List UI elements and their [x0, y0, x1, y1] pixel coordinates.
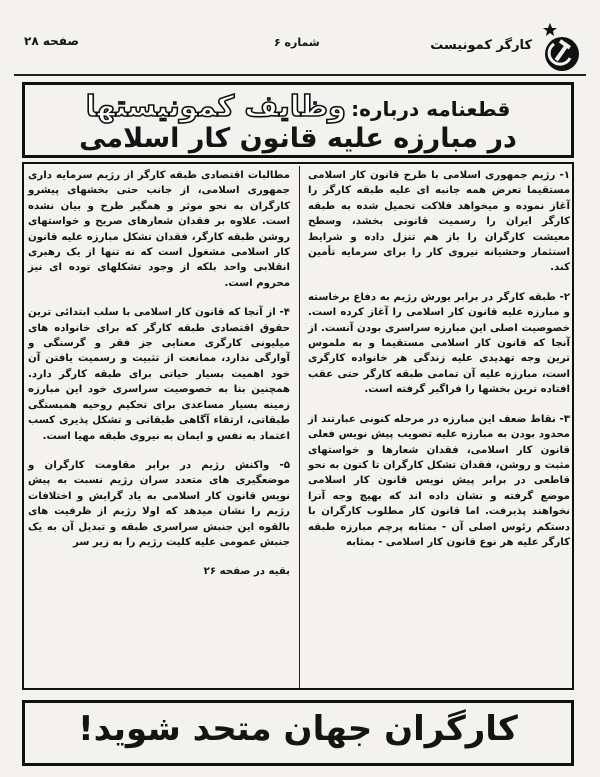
paragraph-2: ۲- طبقه کارگر در برابر یورش رژیم به دفاع برخاسته و مبارزه علیه قانون کار اسلامی را آغاز کرده است. خصوصیت اصلی این مبارزه سراسری بودن آنست. از آنجا که قانون کار اسلامی مستقیما و به ملموس ترین وجه تهدیدی علیه زندگی هر خانواده کارگری است، مبارزه علیه آن تمامی طبقه کارگر حتی عقب افتاده ترین بخشها را فراگیر گرفته است. [308, 291, 570, 396]
continued-note: بقیه در صفحه ۲۶ [203, 566, 290, 578]
paragraph-4: ۴- از آنجا که قانون کار اسلامی با سلب ابتدائی ترین حقوق اقتصادی طبقه کارگر که برای خانواده های میلیونی کارگری معنایی جز فقر و گرسنگی و آوارگی ندارد، ممانعت از تثبیت و رسمیت یافتن آن خود اهمیت بسیار حیاتی برای طبقه کارگر دارد. همچنین بنا به خصوصیت سراسری خود این مبارزه زمینه بسیار مساعدی برای تحکیم روحیه همبستگی طبقاتی، ارتقاء آگاهی طبقاتی و تشکل پذیری کسب اعتماد به نفس و ایمان به نیروی طبقه مهیا است. [28, 307, 290, 442]
title-main: وظایف کمونیستها [85, 89, 347, 123]
paragraph-5: ۵- واکنش رژیم در برابر مقاومت کارگران و موضعگیری های متعدد سران رژیم نسبت به پیش نویس قانون کار اسلامی به یاد گرایش و اختلافات رژیم را نشان میدهد که اولا رژیم از ظرفیت های بالقوه این جنبش سراسری طبقه و تبدیل آن به یک جنبش عمومی علیه کلیت رژیم را به زیر سر [28, 459, 290, 548]
paragraph-3: ۳- نقاط ضعف این مبارزه در مرحله کنونی عبارتند از محدود بودن به مبارزه علیه تصویب پیش نویس فعلی قانون کار اسلامی، فقدان شعارها و خواستهای مثبت و روشن، فقدان تشکل کارگران تا کنون به نحو قاطعی در برابر پیش نویس قانون کار اسلامی موضع گرفته و نشان داده اند که بهیچ وجه آنرا نخواهند پذیرفت. اما قانون کار مطلوب کارگران با دستکم رئوس اصلی آن - بمثابه پرچم مبارزه طبقه کارگر علیه هر نوع قانون کار اسلامی - بمثابه [308, 413, 570, 548]
title-line-1 [25, 89, 571, 123]
paragraph-1: ۱- رژیم جمهوری اسلامی با طرح قانون کار اسلامی مستقیما تعرض همه جانبه ای علیه طبقه کارگر را آغاز نموده و میخواهد فلاکت تحمیل شده به طبقه کارگر ایران را رسمیت قانونی بخشد، وسطح معیشت کارگران را باز هم تنزل داده و شرایط استثمار وحشیانه نیروی کار را برای سرمایه تأمین کند. [308, 170, 570, 274]
right-column [308, 168, 570, 564]
title-prefix: قطعنامه درباره: [351, 97, 511, 121]
page-header [14, 22, 586, 76]
slogan: کارگران جهان متحد شوید! [78, 709, 518, 749]
publication-name: کارگر کمونیست [430, 38, 532, 53]
left-column [28, 168, 290, 594]
slogan-box [22, 700, 574, 766]
column-divider [299, 166, 300, 688]
page-number: صفحه ۲۸ [24, 34, 79, 48]
title-box [22, 82, 574, 158]
paragraph-continuation: مطالبات اقتصادی طبقه کارگر از رژیم سرمایه داری جمهوری اسلامی، از جانب حتی بخشهای پیشرو کارگران به نحو موثر و همگیر طرح و بیان نشده است. علاوه بر فقدان شعارهای صریح و خواستهای روشن طبقه کارگر، فقدان تشکل مبارزه علیه قانون کار اسلامی مشغول است که نه تنها از یک رهبری انقلابی واحد بلکه از وجود تشکلهای توده ای نیز محروم است. [28, 170, 290, 289]
hammer-sickle-star-icon [538, 22, 584, 74]
issue-number: شماره ۶ [274, 36, 320, 49]
title-line-2: در مبارزه علیه قانون کار اسلامی [79, 123, 517, 154]
